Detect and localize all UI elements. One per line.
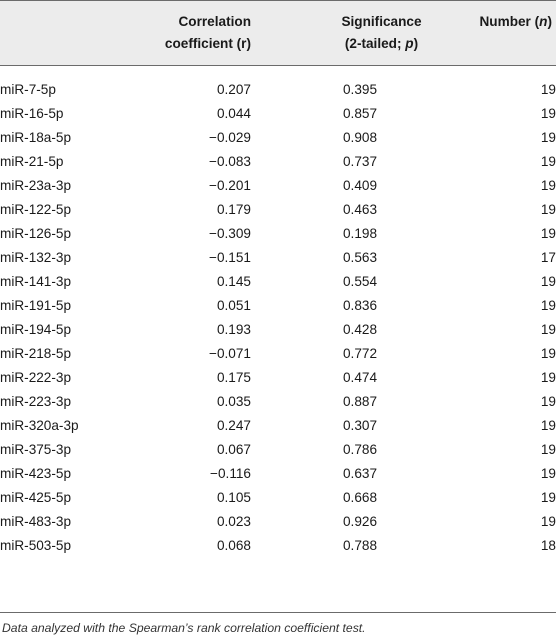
cell-significance-value: 0.772 bbox=[342, 346, 378, 361]
header-number-suffix: ) bbox=[547, 14, 552, 29]
cell-correlation: 0.179 bbox=[216, 202, 251, 217]
table-row bbox=[0, 534, 556, 558]
cell-significance-value: 0.474 bbox=[342, 370, 378, 385]
cell-number: 19 bbox=[540, 490, 556, 505]
cell-significance-value: 0.668 bbox=[342, 490, 378, 505]
table-row bbox=[0, 270, 556, 294]
table-row bbox=[0, 198, 556, 222]
cell-significance bbox=[251, 246, 459, 270]
cell-significance-value: 0.463 bbox=[342, 202, 378, 217]
cell-number: 19 bbox=[540, 130, 556, 145]
header-correlation-line1: Correlation bbox=[178, 14, 251, 29]
cell-mirna: miR-425-5p bbox=[0, 490, 72, 505]
cell-significance bbox=[251, 462, 459, 486]
table-row bbox=[0, 102, 556, 126]
cell-mirna: miR-218-5p bbox=[0, 346, 72, 361]
cell-number: 19 bbox=[540, 298, 556, 313]
cell-significance-value: 0.737 bbox=[342, 154, 378, 169]
cell-significance bbox=[251, 438, 459, 462]
cell-mirna: miR-23a-3p bbox=[0, 178, 72, 193]
cell-correlation: 0.207 bbox=[216, 82, 251, 97]
cell-mirna: miR-375-3p bbox=[0, 442, 72, 457]
cell-correlation: 0.193 bbox=[216, 322, 251, 337]
header-significance-p: p bbox=[405, 36, 414, 51]
cell-correlation: 0.067 bbox=[216, 442, 251, 457]
cell-mirna: miR-21-5p bbox=[0, 154, 64, 169]
table-row bbox=[0, 222, 556, 246]
cell-mirna: miR-223-3p bbox=[0, 394, 72, 409]
table-row bbox=[0, 174, 556, 198]
cell-mirna: miR-16-5p bbox=[0, 106, 64, 121]
cell-significance-value: 0.908 bbox=[342, 130, 378, 145]
header-correlation-line2: coefficient (r) bbox=[164, 36, 251, 51]
header-significance bbox=[304, 11, 459, 55]
cell-mirna: miR-320a-3p bbox=[0, 418, 79, 433]
cell-correlation: 0.044 bbox=[216, 106, 251, 121]
cell-significance-value: 0.788 bbox=[342, 538, 378, 553]
cell-correlation: 0.051 bbox=[216, 298, 251, 313]
cell-significance bbox=[251, 318, 459, 342]
cell-significance bbox=[251, 174, 459, 198]
cell-number: 19 bbox=[540, 514, 556, 529]
cell-significance-value: 0.786 bbox=[342, 442, 378, 457]
table-body bbox=[0, 78, 556, 558]
table-row bbox=[0, 318, 556, 342]
cell-significance-value: 0.836 bbox=[342, 298, 378, 313]
cell-correlation: 0.105 bbox=[216, 490, 251, 505]
cell-significance-value: 0.926 bbox=[342, 514, 378, 529]
cell-significance bbox=[251, 198, 459, 222]
table-row bbox=[0, 414, 556, 438]
table-row bbox=[0, 342, 556, 366]
cell-significance bbox=[251, 414, 459, 438]
cell-mirna: miR-222-3p bbox=[0, 370, 72, 385]
cell-mirna: miR-141-3p bbox=[0, 274, 72, 289]
cell-significance bbox=[251, 342, 459, 366]
cell-significance-value: 0.198 bbox=[342, 226, 378, 241]
cell-correlation: 0.023 bbox=[216, 514, 251, 529]
cell-significance bbox=[251, 150, 459, 174]
cell-number: 19 bbox=[540, 394, 556, 409]
bottom-rule bbox=[0, 612, 556, 613]
cell-significance-value: 0.887 bbox=[342, 394, 378, 409]
header-number-prefix: Number ( bbox=[479, 14, 540, 29]
table-row bbox=[0, 294, 556, 318]
table-row bbox=[0, 246, 556, 270]
cell-significance bbox=[251, 390, 459, 414]
table-row bbox=[0, 390, 556, 414]
cell-number: 19 bbox=[540, 106, 556, 121]
table-header bbox=[0, 0, 556, 66]
cell-number: 19 bbox=[540, 466, 556, 481]
footnote: Data analyzed with the Spearman’s rank correlation coefficient test. bbox=[2, 621, 366, 635]
table-row bbox=[0, 462, 556, 486]
cell-significance bbox=[251, 366, 459, 390]
cell-number: 17 bbox=[540, 250, 556, 265]
cell-significance bbox=[251, 510, 459, 534]
cell-significance bbox=[251, 126, 459, 150]
table-row bbox=[0, 78, 556, 102]
cell-correlation: 0.247 bbox=[216, 418, 251, 433]
header-significance-line1: Significance bbox=[341, 14, 422, 29]
cell-significance bbox=[251, 78, 459, 102]
table-row bbox=[0, 486, 556, 510]
cell-mirna: miR-503-5p bbox=[0, 538, 72, 553]
header-number-n: n bbox=[539, 14, 548, 29]
cell-mirna: miR-7-5p bbox=[0, 82, 56, 97]
table-row bbox=[0, 438, 556, 462]
cell-significance bbox=[251, 102, 459, 126]
header-correlation bbox=[165, 11, 251, 55]
cell-correlation: 0.175 bbox=[216, 370, 251, 385]
header-significance-prefix: (2-tailed; bbox=[344, 36, 406, 51]
cell-number: 19 bbox=[540, 346, 556, 361]
cell-mirna: miR-132-3p bbox=[0, 250, 72, 265]
cell-significance-value: 0.637 bbox=[342, 466, 378, 481]
cell-correlation: −0.083 bbox=[209, 154, 251, 169]
cell-significance-value: 0.563 bbox=[342, 250, 378, 265]
cell-significance-value: 0.857 bbox=[342, 106, 378, 121]
cell-correlation: −0.071 bbox=[209, 346, 251, 361]
cell-number: 19 bbox=[540, 442, 556, 457]
cell-correlation: 0.035 bbox=[216, 394, 251, 409]
cell-significance bbox=[251, 222, 459, 246]
cell-number: 19 bbox=[540, 178, 556, 193]
cell-correlation: −0.309 bbox=[209, 226, 251, 241]
cell-significance bbox=[251, 270, 459, 294]
cell-number: 19 bbox=[540, 418, 556, 433]
cell-number: 19 bbox=[540, 202, 556, 217]
table-row bbox=[0, 366, 556, 390]
cell-mirna: miR-423-5p bbox=[0, 466, 72, 481]
data-table bbox=[0, 78, 556, 558]
cell-number: 19 bbox=[540, 82, 556, 97]
header-significance-line2 bbox=[304, 33, 459, 55]
cell-significance-value: 0.395 bbox=[342, 82, 378, 97]
table-row bbox=[0, 126, 556, 150]
cell-correlation: −0.201 bbox=[209, 178, 251, 193]
cell-mirna: miR-122-5p bbox=[0, 202, 72, 217]
cell-mirna: miR-18a-5p bbox=[0, 130, 72, 145]
cell-significance-value: 0.554 bbox=[342, 274, 378, 289]
cell-number: 19 bbox=[540, 370, 556, 385]
cell-number: 19 bbox=[540, 154, 556, 169]
cell-significance bbox=[251, 294, 459, 318]
table-row bbox=[0, 150, 556, 174]
cell-number: 18 bbox=[540, 538, 556, 553]
cell-number: 19 bbox=[540, 274, 556, 289]
header-number-line bbox=[479, 11, 552, 33]
header-number bbox=[479, 11, 552, 33]
cell-significance-value: 0.307 bbox=[342, 418, 378, 433]
cell-mirna: miR-191-5p bbox=[0, 298, 72, 313]
cell-significance bbox=[251, 534, 459, 558]
cell-number: 19 bbox=[540, 226, 556, 241]
cell-number: 19 bbox=[540, 322, 556, 337]
table-row bbox=[0, 510, 556, 534]
cell-mirna: miR-483-3p bbox=[0, 514, 72, 529]
cell-correlation: −0.116 bbox=[210, 466, 251, 481]
cell-mirna: miR-126-5p bbox=[0, 226, 72, 241]
cell-correlation: −0.029 bbox=[209, 130, 251, 145]
cell-significance bbox=[251, 486, 459, 510]
cell-mirna: miR-194-5p bbox=[0, 322, 72, 337]
cell-significance-value: 0.428 bbox=[342, 322, 378, 337]
cell-correlation: 0.145 bbox=[216, 274, 251, 289]
header-significance-suffix: ) bbox=[413, 36, 419, 51]
cell-correlation: 0.068 bbox=[216, 538, 251, 553]
cell-significance-value: 0.409 bbox=[342, 178, 378, 193]
cell-correlation: −0.151 bbox=[209, 250, 251, 265]
